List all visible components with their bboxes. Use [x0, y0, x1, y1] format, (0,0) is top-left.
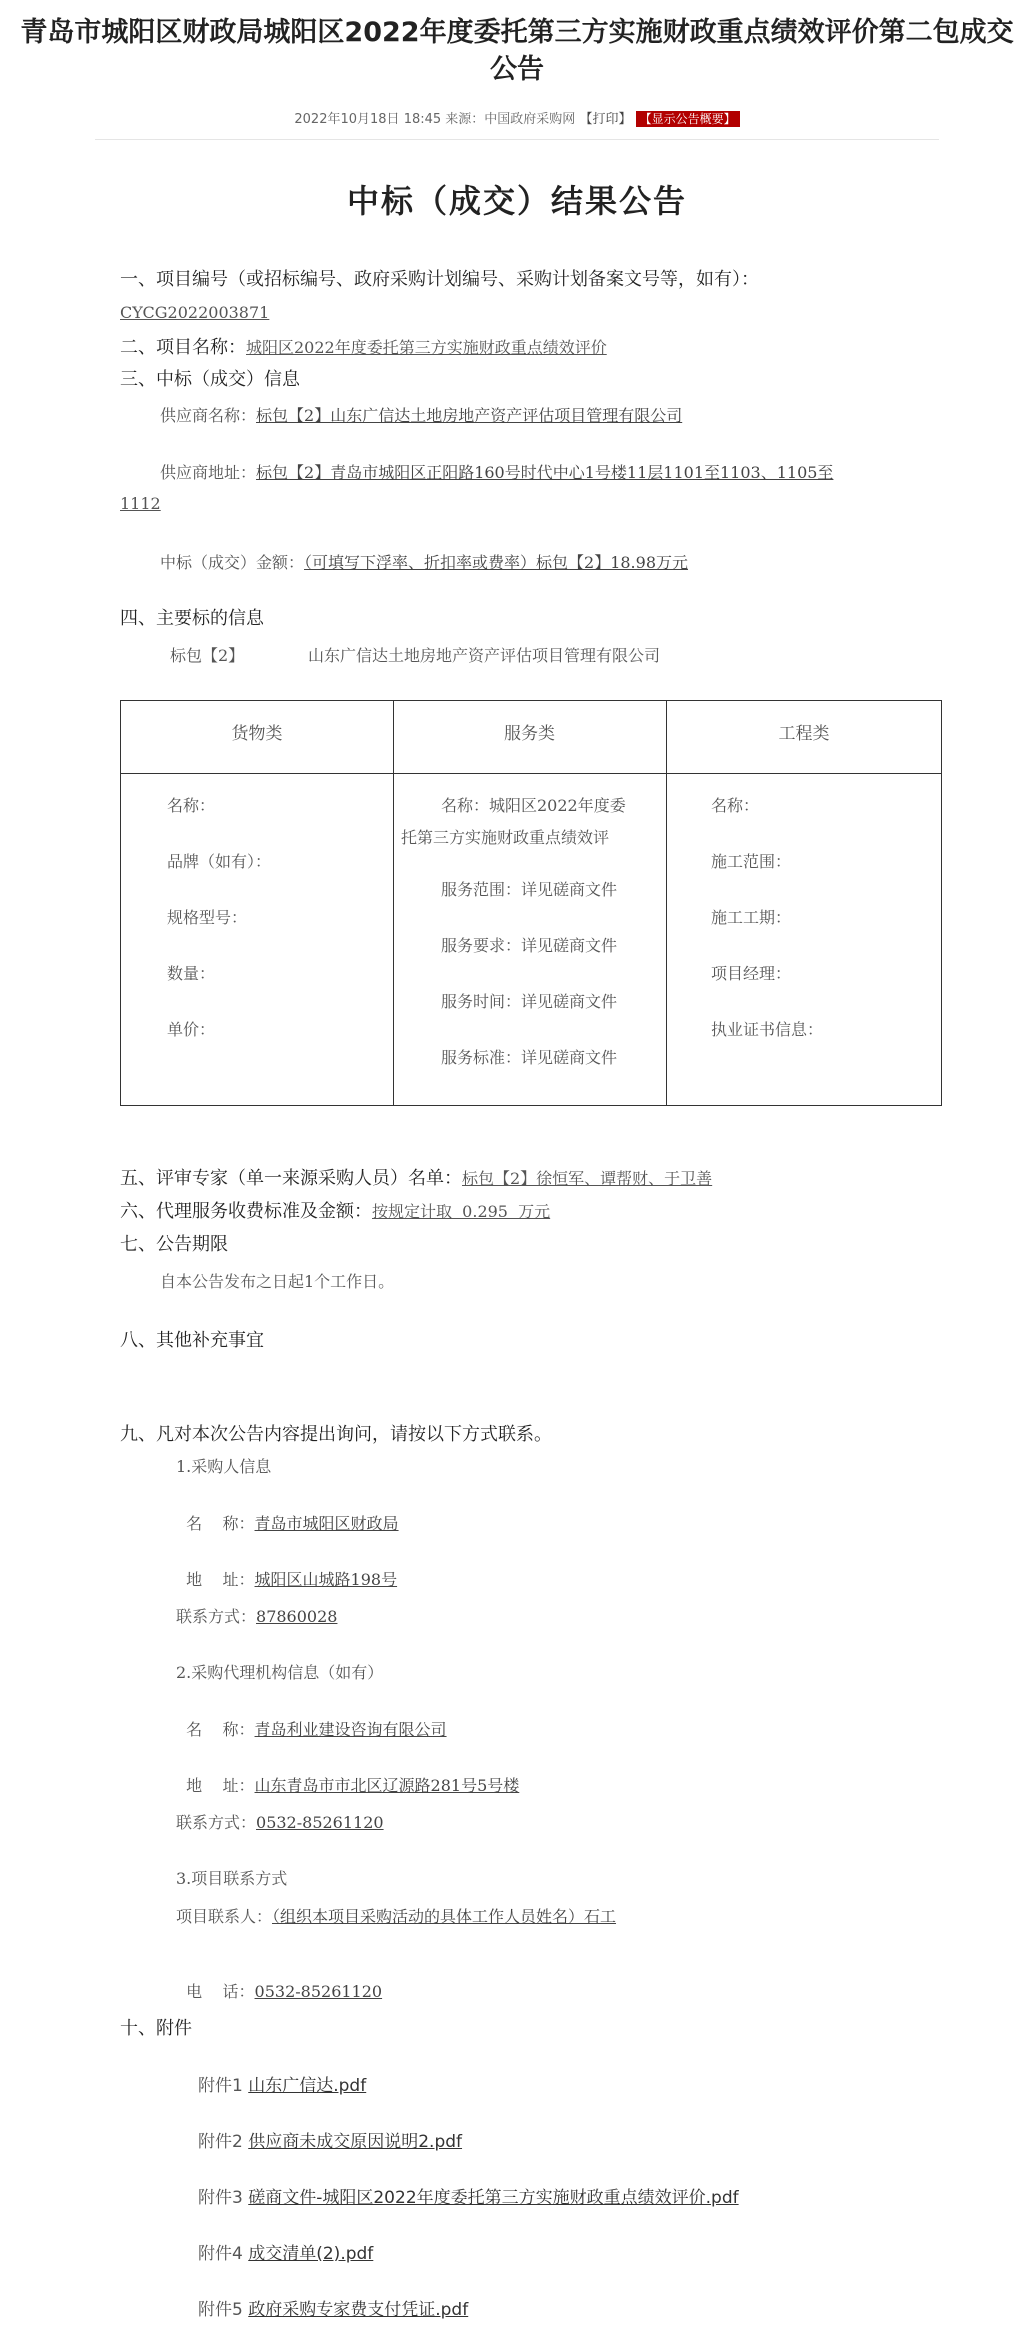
section-1-label: 一、项目编号（或招标编号、政府采购计划编号、采购计划备案文号等，如有）：: [120, 269, 759, 290]
purchaser-phone-row: [176, 1604, 337, 1627]
amount-row: [160, 550, 688, 573]
project-number[interactable]: CYCG2022003871: [120, 303, 270, 322]
works-scope: 施工范围：: [711, 852, 792, 871]
header-goods: 货物类: [231, 724, 283, 744]
show-summary-button[interactable]: 【显示公告概要】: [636, 111, 740, 127]
purchaser-phone[interactable]: 87860028: [256, 1607, 338, 1626]
goods-quantity: 数量：: [167, 964, 216, 983]
project-contact-row: [176, 1904, 616, 1927]
main-heading: 中标（成交）结果公告: [346, 182, 687, 220]
agency-fee[interactable]: 按规定计取 0.295 万元: [372, 1202, 551, 1221]
s4-company: 山东广信达土地房地产资产评估项目管理有限公司: [308, 646, 661, 665]
supplier-name-label: 供应商名称：: [160, 406, 257, 425]
s4-package: 标包【2】: [170, 646, 245, 665]
section-9-label: 九、凡对本次公告内容提出询问，请按以下方式联系。: [120, 1424, 552, 1445]
attachment-label: 附件4: [198, 2244, 243, 2264]
agency-phone-label: 联系方式：: [176, 1813, 257, 1832]
attachment-1[interactable]: [198, 2071, 366, 2096]
section-3-label: 三、中标（成交）信息: [120, 369, 300, 390]
purchaser-name-row: [176, 1492, 399, 1534]
agency-heading: 2.采购代理机构信息（如有）: [176, 1663, 384, 1682]
purchaser-heading: 1.采购人信息: [176, 1457, 272, 1476]
attachment-5[interactable]: [198, 2295, 468, 2320]
service-requirement: 服务要求：详见磋商文件: [441, 936, 618, 955]
attachment-label: 附件2: [198, 2132, 243, 2152]
supplier-addr-cont[interactable]: 1112: [120, 494, 161, 513]
project-phone-row: [176, 1960, 382, 2002]
project-contact-label: 项目联系人：: [176, 1907, 273, 1926]
supplier-name[interactable]: 标包【2】山东广信达土地房地产资产评估项目管理有限公司: [256, 406, 683, 425]
attachment-link[interactable]: 磋商文件-城阳区2022年度委托第三方实施财政重点绩效评价.pdf: [248, 2188, 739, 2208]
service-time: 服务时间：详见磋商文件: [441, 992, 618, 1011]
goods-name: 名称：: [167, 796, 216, 815]
attachment-3[interactable]: [198, 2183, 739, 2208]
goods-price: 单价：: [167, 1020, 216, 1039]
attachment-2[interactable]: [198, 2127, 462, 2152]
purchaser-name-label: 名 称：: [186, 1514, 255, 1533]
service-standard: 服务标准：详见磋商文件: [441, 1048, 618, 1067]
section-10-label: 十、附件: [120, 2018, 192, 2039]
amount-value[interactable]: （可填写下浮率、折扣率或费率）标包【2】18.98万元: [304, 553, 689, 572]
section-2: [120, 333, 607, 359]
date-source: 2022年10月18日 18:45 来源：中国政府采购网: [294, 112, 576, 127]
table-divider: [393, 701, 394, 1105]
section-2-label: 二、项目名称：: [120, 337, 246, 358]
header-services: 服务类: [504, 724, 555, 744]
project-name[interactable]: 城阳区2022年度委托第三方实施财政重点绩效评价: [246, 338, 607, 357]
project-contact[interactable]: （组织本项目采购活动的具体工作人员姓名）石工: [272, 1907, 617, 1926]
works-period: 施工工期：: [711, 908, 792, 927]
goods-model: 规格型号：: [167, 908, 248, 927]
notice-period: 自本公告发布之日起1个工作日。: [160, 1272, 395, 1291]
agency-name-row: [176, 1698, 447, 1740]
agency-name-label: 名 称：: [186, 1720, 255, 1739]
service-name: 名称：城阳区2022年度委: [441, 796, 626, 815]
supplier-addr-row: [160, 460, 833, 483]
service-name-cont: 托第三方实施财政重点绩效评: [401, 828, 610, 847]
purchaser-addr[interactable]: 城阳区山城路198号: [254, 1570, 398, 1589]
project-phone[interactable]: 0532-85261120: [254, 1982, 383, 2001]
table-divider: [666, 701, 667, 1105]
attachment-4[interactable]: [198, 2239, 373, 2264]
works-license: 执业证书信息：: [711, 1020, 824, 1039]
attachment-label: 附件5: [198, 2300, 243, 2320]
page-title: 青岛市城阳区财政局城阳区2022年度委托第三方实施财政重点绩效评价第二包成交公告: [20, 17, 1014, 85]
meta-line: [0, 108, 1034, 127]
supplier-addr-label: 供应商地址：: [160, 463, 257, 482]
agency-addr-row: [176, 1754, 519, 1796]
purchaser-addr-label: 地 址：: [186, 1570, 255, 1589]
amount-label: 中标（成交）金额：: [160, 553, 305, 572]
agency-addr[interactable]: 山东青岛市市北区辽源路281号5号楼: [254, 1776, 520, 1795]
works-name: 名称：: [711, 796, 760, 815]
attachment-link[interactable]: 政府采购专家费支付凭证.pdf: [248, 2300, 469, 2320]
expert-list[interactable]: 标包【2】徐恒军、谭帮财、于卫善: [462, 1169, 713, 1188]
section-5-label: 五、评审专家（单一来源采购人员）名单：: [120, 1168, 462, 1189]
purchaser-addr-row: [176, 1548, 397, 1590]
attachment-label: 附件3: [198, 2188, 243, 2208]
goods-brand: 品牌（如有）：: [167, 852, 272, 871]
attachment-link[interactable]: 山东广信达.pdf: [248, 2076, 367, 2096]
print-link[interactable]: 【打印】: [579, 112, 632, 127]
attachment-link[interactable]: 供应商未成交原因说明2.pdf: [248, 2132, 463, 2152]
attachment-label: 附件1: [198, 2076, 243, 2096]
project-phone-label: 电 话：: [186, 1982, 255, 2001]
purchaser-phone-label: 联系方式：: [176, 1607, 257, 1626]
section-8-label: 八、其他补充事宜: [120, 1330, 264, 1351]
section-4-label: 四、主要标的信息: [120, 608, 264, 629]
project-heading: 3.项目联系方式: [176, 1869, 288, 1888]
agency-name[interactable]: 青岛利业建设咨询有限公司: [254, 1720, 447, 1739]
bid-info-table: [120, 700, 942, 1106]
table-divider: [121, 773, 941, 774]
works-manager: 项目经理：: [711, 964, 792, 983]
agency-phone-row: [176, 1810, 384, 1833]
supplier-name-row: [160, 403, 682, 426]
supplier-addr[interactable]: 标包【2】青岛市城阳区正阳路160号时代中心1号楼11层1101至1103、1105至: [256, 463, 834, 482]
section-5: [120, 1164, 712, 1190]
section-7-label: 七、公告期限: [120, 1234, 228, 1255]
agency-addr-label: 地 址：: [186, 1776, 255, 1795]
divider: [95, 139, 939, 140]
attachment-link[interactable]: 成交清单(2).pdf: [248, 2244, 374, 2264]
service-scope: 服务范围：详见磋商文件: [441, 880, 618, 899]
purchaser-name[interactable]: 青岛市城阳区财政局: [254, 1514, 399, 1533]
agency-phone[interactable]: 0532-85261120: [256, 1813, 384, 1832]
section-6-label: 六、代理服务收费标准及金额：: [120, 1201, 372, 1222]
section-6: [120, 1197, 550, 1223]
header-works: 工程类: [778, 724, 830, 744]
